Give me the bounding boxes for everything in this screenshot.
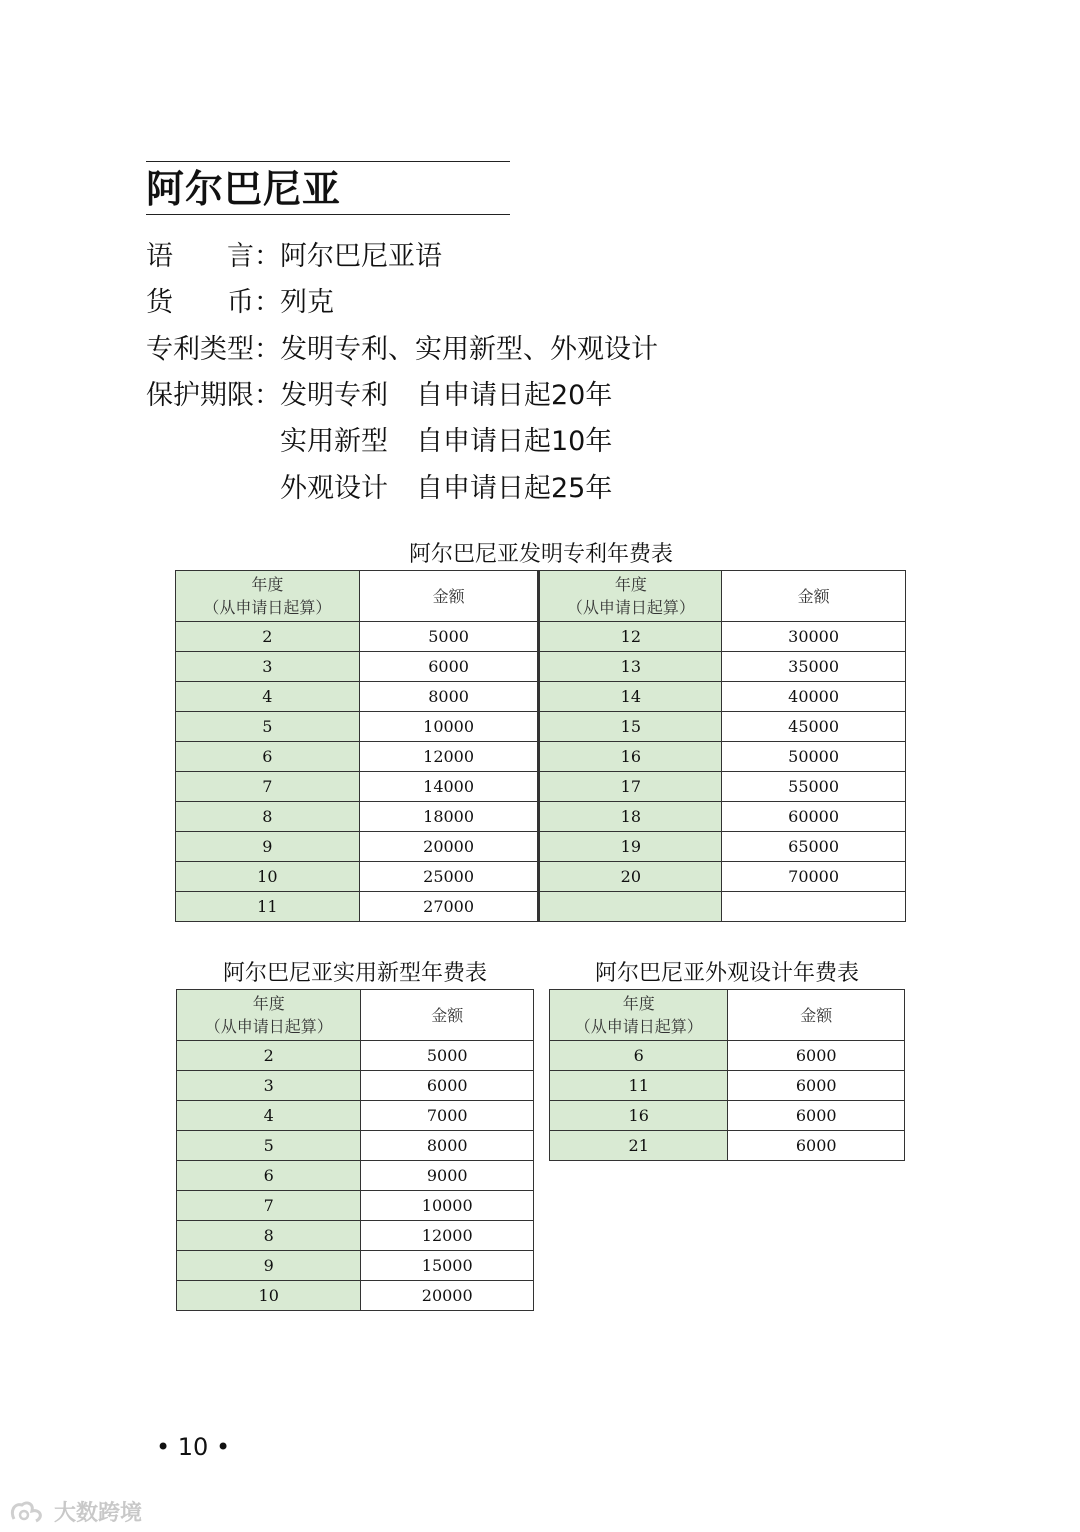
table-row	[176, 712, 906, 742]
table-row	[177, 1251, 534, 1281]
table-row	[550, 1131, 905, 1161]
page-title: 阿尔巴尼亚	[146, 167, 342, 211]
amount-cell: 27000	[359, 892, 539, 922]
amount-cell: 70000	[722, 862, 906, 892]
year-cell: 8	[177, 1221, 361, 1251]
year-header-line1: 年度	[252, 994, 285, 1013]
year-header-line1: 年度	[622, 994, 655, 1013]
table-row	[550, 1041, 905, 1071]
table-header-row	[550, 990, 905, 1041]
year-cell: 6	[177, 1161, 361, 1191]
year-cell: 18	[539, 802, 722, 832]
table-row	[176, 862, 906, 892]
amount-cell: 5000	[359, 622, 539, 652]
amount-cell: 9000	[361, 1161, 534, 1191]
amount-cell: 10000	[361, 1191, 534, 1221]
amount-cell: 10000	[359, 712, 539, 742]
year-cell: 3	[177, 1071, 361, 1101]
year-header-line2: （从申请日起算）	[574, 1017, 703, 1036]
year-cell: 11	[176, 892, 360, 922]
info-patent-types-value: 发明专利、实用新型、外观设计	[280, 334, 658, 365]
year-header	[177, 990, 361, 1041]
table-row	[176, 622, 906, 652]
info-language-label-part2: 言：	[227, 241, 281, 272]
year-cell: 4	[177, 1101, 361, 1131]
protection-term-years: 自申请日起20年	[416, 380, 613, 411]
year-cell: 9	[176, 832, 360, 862]
watermark-logo-icon	[8, 1499, 48, 1525]
table-header-row	[177, 990, 534, 1041]
protection-term-type: 发明专利	[280, 380, 388, 411]
info-currency-value: 列克	[280, 287, 334, 318]
protection-term-type: 实用新型	[280, 426, 388, 457]
year-cell: 6	[176, 742, 360, 772]
amount-cell: 40000	[722, 682, 906, 712]
title-rule-top	[146, 161, 510, 162]
table-row	[177, 1131, 534, 1161]
year-cell: 21	[550, 1131, 728, 1161]
amount-cell: 6000	[359, 652, 539, 682]
watermark-text: 大数跨境	[54, 1501, 143, 1526]
amount-cell: 45000	[722, 712, 906, 742]
amount-cell: 6000	[728, 1131, 905, 1161]
year-header-line2: （从申请日起算）	[566, 598, 695, 617]
info-language-value: 阿尔巴尼亚语	[280, 241, 442, 272]
year-cell: 7	[176, 772, 360, 802]
year-header	[550, 990, 728, 1041]
year-header-line2: （从申请日起算）	[203, 598, 332, 617]
amount-cell: 8000	[361, 1131, 534, 1161]
info-currency-label	[146, 286, 281, 320]
amount-cell	[722, 892, 906, 922]
invention-fee-table	[175, 570, 906, 922]
amount-cell: 35000	[722, 652, 906, 682]
design-fee-table	[549, 989, 905, 1161]
amount-cell: 50000	[722, 742, 906, 772]
year-cell: 16	[539, 742, 722, 772]
info-language-label	[146, 240, 281, 274]
page-number: • 10 •	[156, 1433, 231, 1461]
table-row	[176, 832, 906, 862]
table-row	[176, 892, 906, 922]
year-header-line2: （从申请日起算）	[204, 1017, 333, 1036]
year-header	[539, 571, 722, 622]
amount-cell: 7000	[361, 1101, 534, 1131]
amount-cell: 60000	[722, 802, 906, 832]
table-row	[176, 772, 906, 802]
year-cell: 19	[539, 832, 722, 862]
table-row	[177, 1071, 534, 1101]
year-cell: 17	[539, 772, 722, 802]
table-row	[177, 1101, 534, 1131]
info-language-label-part1: 语	[146, 241, 173, 272]
protection-term-years: 自申请日起10年	[416, 426, 613, 457]
amount-cell: 12000	[359, 742, 539, 772]
title-rule-bottom	[146, 214, 510, 215]
year-cell: 5	[176, 712, 360, 742]
amount-cell: 12000	[361, 1221, 534, 1251]
amount-cell: 20000	[361, 1281, 534, 1311]
amount-header: 金额	[728, 990, 905, 1041]
utility-fee-table	[176, 989, 534, 1311]
year-cell: 20	[539, 862, 722, 892]
table-row	[176, 682, 906, 712]
table-row	[177, 1221, 534, 1251]
amount-header: 金额	[722, 571, 906, 622]
table-row	[176, 802, 906, 832]
table-row	[177, 1191, 534, 1221]
watermark	[8, 1496, 142, 1527]
amount-cell: 18000	[359, 802, 539, 832]
table-row	[176, 742, 906, 772]
year-header-line1: 年度	[251, 575, 284, 594]
info-currency-label-part2: 币：	[227, 287, 281, 318]
amount-header: 金额	[359, 571, 539, 622]
table-row	[176, 652, 906, 682]
amount-cell: 6000	[728, 1071, 905, 1101]
year-cell: 15	[539, 712, 722, 742]
year-cell	[539, 892, 722, 922]
year-cell: 13	[539, 652, 722, 682]
year-cell: 3	[176, 652, 360, 682]
protection-term-type: 外观设计	[280, 473, 388, 504]
year-cell: 16	[550, 1101, 728, 1131]
year-header	[176, 571, 360, 622]
amount-cell: 25000	[359, 862, 539, 892]
amount-cell: 6000	[728, 1041, 905, 1071]
invention-table-title: 阿尔巴尼亚发明专利年费表	[408, 542, 673, 567]
amount-cell: 14000	[359, 772, 539, 802]
table-row	[177, 1161, 534, 1191]
year-cell: 2	[176, 622, 360, 652]
table-header-row	[176, 571, 906, 622]
info-patent-types-label: 专利类型：	[146, 334, 281, 365]
year-cell: 4	[176, 682, 360, 712]
year-cell: 5	[177, 1131, 361, 1161]
year-cell: 8	[176, 802, 360, 832]
amount-cell: 65000	[722, 832, 906, 862]
amount-cell: 15000	[361, 1251, 534, 1281]
info-currency-label-part1: 货	[146, 287, 173, 318]
amount-cell: 20000	[359, 832, 539, 862]
amount-cell: 6000	[728, 1101, 905, 1131]
year-cell: 11	[550, 1071, 728, 1101]
amount-cell: 6000	[361, 1071, 534, 1101]
year-cell: 14	[539, 682, 722, 712]
protection-term-years: 自申请日起25年	[416, 473, 613, 504]
amount-cell: 55000	[722, 772, 906, 802]
year-cell: 9	[177, 1251, 361, 1281]
year-cell: 6	[550, 1041, 728, 1071]
year-cell: 12	[539, 622, 722, 652]
utility-table-title: 阿尔巴尼亚实用新型年费表	[222, 961, 487, 986]
table-row	[550, 1101, 905, 1131]
table-row	[177, 1281, 534, 1311]
year-cell: 7	[177, 1191, 361, 1221]
year-header-line1: 年度	[614, 575, 647, 594]
year-cell: 10	[177, 1281, 361, 1311]
table-row	[550, 1071, 905, 1101]
year-cell: 10	[176, 862, 360, 892]
year-cell: 2	[177, 1041, 361, 1071]
info-protection-label: 保护期限：	[146, 380, 281, 411]
amount-header: 金额	[361, 990, 534, 1041]
design-table-title: 阿尔巴尼亚外观设计年费表	[594, 961, 859, 986]
amount-cell: 30000	[722, 622, 906, 652]
amount-cell: 8000	[359, 682, 539, 712]
table-row	[177, 1041, 534, 1071]
amount-cell: 5000	[361, 1041, 534, 1071]
